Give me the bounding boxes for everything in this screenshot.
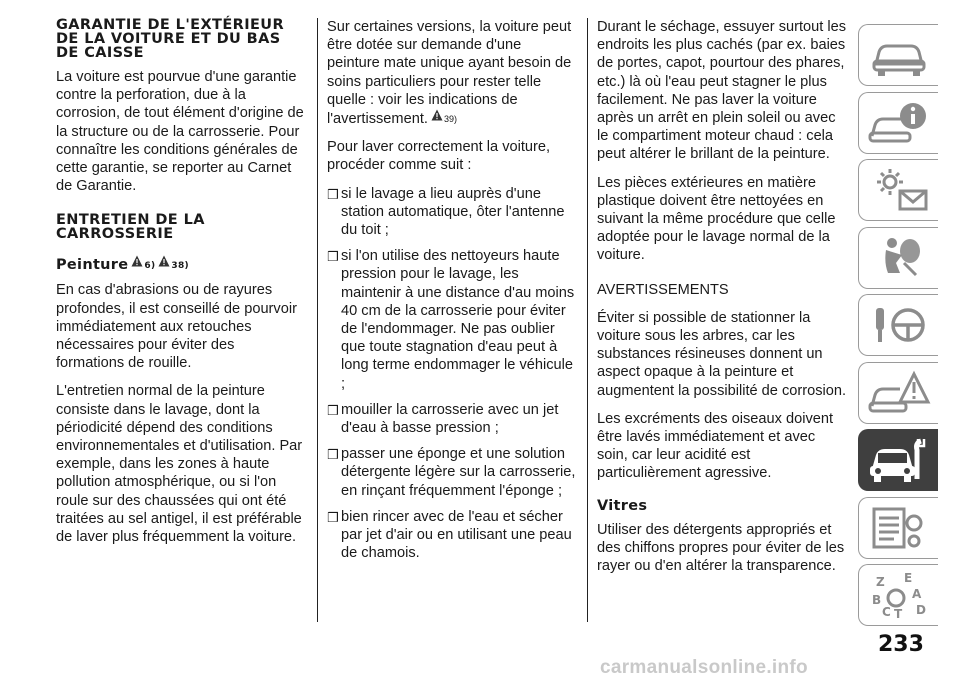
para-sechage: Durant le séchage, essuyer surtout les endroits les plus cachés (par ex. baies de portes, capot, pourtour des phares, etc.) là où l'eau peut stagner le plus facilement. Ne pas laver la voiture après un arrêt en plein soleil ou avec le compartiment moteur chaud : cela peut altérer le brillant de la peinture. xyxy=(597,19,847,163)
index-letter: Z xyxy=(875,575,885,589)
index-letter: A xyxy=(911,587,921,601)
heading-peinture xyxy=(56,255,306,275)
index-letter: D xyxy=(915,603,926,617)
tab-index[interactable] xyxy=(858,564,938,626)
list-item xyxy=(327,508,577,563)
index-letter: E xyxy=(903,571,912,585)
airbag-seat-icon xyxy=(866,233,932,283)
heading-entretien: ENTRETIEN DE LA CARROSSERIE xyxy=(56,212,205,243)
alphabet-index-icon xyxy=(866,570,932,620)
list-item xyxy=(327,247,577,393)
checkbox-bullet-icon: ❒ xyxy=(327,402,339,418)
ref-38: 38) xyxy=(171,261,189,272)
index-letter: T xyxy=(893,607,902,620)
heading-vitres: Vitres xyxy=(597,497,648,514)
para-oiseaux: Les excréments des oiseaux doivent être lavés immédiatement et avec soin, car leur acidité est particulièrement agressive. xyxy=(597,410,834,482)
para-entretien: L'entretien normal de la peinture consiste dans le lavage, dont la périodicité dépend des conditions environnementales et d'utilisation. Par exemple, dans les zones à haute pollution atmosphérique, ou si l'on roule sur des chaussées qui ont été traitées au sel antigel, il est préférable de laver plus fréquemment la voiture. xyxy=(56,383,303,546)
spec-sheet-gear-icon xyxy=(866,503,932,553)
tab-car-info[interactable] xyxy=(858,92,938,154)
car-outline-icon xyxy=(866,30,932,80)
para-garantie: La voiture est pourvue d'une garantie contre la perforation, due à la corrosion, de tout élément d'origine de la structure ou de la carrosserie. Pour connaître les conditions générales de cette garantie, se reporter au Carnet de Garantie. xyxy=(56,69,304,195)
column-left xyxy=(56,18,306,556)
tab-car-overview[interactable] xyxy=(858,24,938,86)
column-middle xyxy=(327,18,577,570)
para-pieces: Les pièces extérieures en matière plastique doivent être nettoyées en suivant la même procédure que celle adoptée pour le lavage normal de la voiture. xyxy=(597,174,836,264)
tab-emergency[interactable] xyxy=(858,362,938,424)
tab-safety[interactable] xyxy=(858,227,938,289)
para-versions xyxy=(327,18,577,128)
bullet-text: mouiller la carrosserie avec un jet d'eau à basse pression ; xyxy=(341,401,559,437)
ref-39: 39) xyxy=(443,114,457,125)
list-item xyxy=(327,185,577,240)
versions-text: Sur certaines versions, la voiture peut être dotée sur demande d'une peinture mate unique ayant besoin de soins particuliers pour rester telle quelle : voir les indications de l'avertissement. xyxy=(327,19,572,128)
checkbox-bullet-icon: ❒ xyxy=(327,509,339,525)
warning-triangle-icon xyxy=(131,255,143,267)
heading-garantie: GARANTIE DE L'EXTÉRIEUR DE LA VOITURE ET DU BAS DE CAISSE xyxy=(56,17,285,61)
car-warning-icon xyxy=(866,368,932,418)
para-arbres: Éviter si possible de stationner la voiture sous les arbres, car les substances résineuses donnent un aspect opaque à la peinture et augmentent la possibilité de corrosion. xyxy=(597,309,847,399)
para-laver: Pour laver correctement la voiture, procéder comme suit : xyxy=(327,139,551,174)
tab-lights-messages[interactable] xyxy=(858,159,938,221)
page-number: 233 xyxy=(878,632,924,657)
warning-triangle-icon xyxy=(158,255,170,267)
column-right xyxy=(597,18,849,585)
bullet-text: passer une éponge et une solution détergente légère sur la carrosserie, en rinçant fréquemment l'éponge ; xyxy=(341,446,576,499)
tab-maintenance-care[interactable] xyxy=(858,429,938,491)
key-steering-wheel-icon xyxy=(866,300,932,350)
index-letter: C xyxy=(881,605,891,619)
ref-6: 6) xyxy=(144,261,156,272)
list-item xyxy=(327,445,577,500)
bullet-text: si l'on utilise des nettoyeurs haute pression pour le lavage, les maintenir à une distance d'au moins 40 cm de la carrosserie pour éviter de l'endommager. Ne pas oublier que toute stagnation d'eau peut à long terme endommager le véhicule ; xyxy=(341,248,575,392)
peinture-label: Peinture xyxy=(56,257,129,274)
watermark: carmanualsonline.info xyxy=(600,657,808,678)
car-info-icon xyxy=(866,98,932,148)
bullet-text: bien rincer avec de l'eau et sécher par jet d'air ou en utilisant une peau de chamois. xyxy=(341,508,572,562)
bullet-text: si le lavage a lieu auprès d'une station automatique, ôter l'antenne du toit ; xyxy=(341,185,565,239)
washing-steps-list xyxy=(327,185,577,563)
car-wrench-icon xyxy=(866,435,932,485)
heading-avertissements: AVERTISSEMENTS xyxy=(597,281,729,298)
column-divider xyxy=(587,18,588,622)
para-abrasions: En cas d'abrasions ou de rayures profondes, il est conseillé de pourvoir immédiatement aux retouches nécessaires pour éviter des formations de rouille. xyxy=(56,282,297,372)
checkbox-bullet-icon: ❒ xyxy=(327,249,339,265)
warning-triangle-icon xyxy=(431,109,443,121)
tab-starting-driving[interactable] xyxy=(858,294,938,356)
chapter-sidebar xyxy=(858,24,940,632)
checkbox-bullet-icon: ❒ xyxy=(327,186,339,202)
column-divider xyxy=(317,18,318,622)
index-letter: B xyxy=(871,593,881,607)
tab-technical-data[interactable] xyxy=(858,497,938,559)
para-vitres: Utiliser des détergents appropriés et des chiffons propres pour éviter de les rayer ou d'en altérer la transparence. xyxy=(597,521,845,575)
lights-envelope-icon xyxy=(866,165,932,215)
list-item xyxy=(327,401,577,437)
checkbox-bullet-icon: ❒ xyxy=(327,447,339,463)
